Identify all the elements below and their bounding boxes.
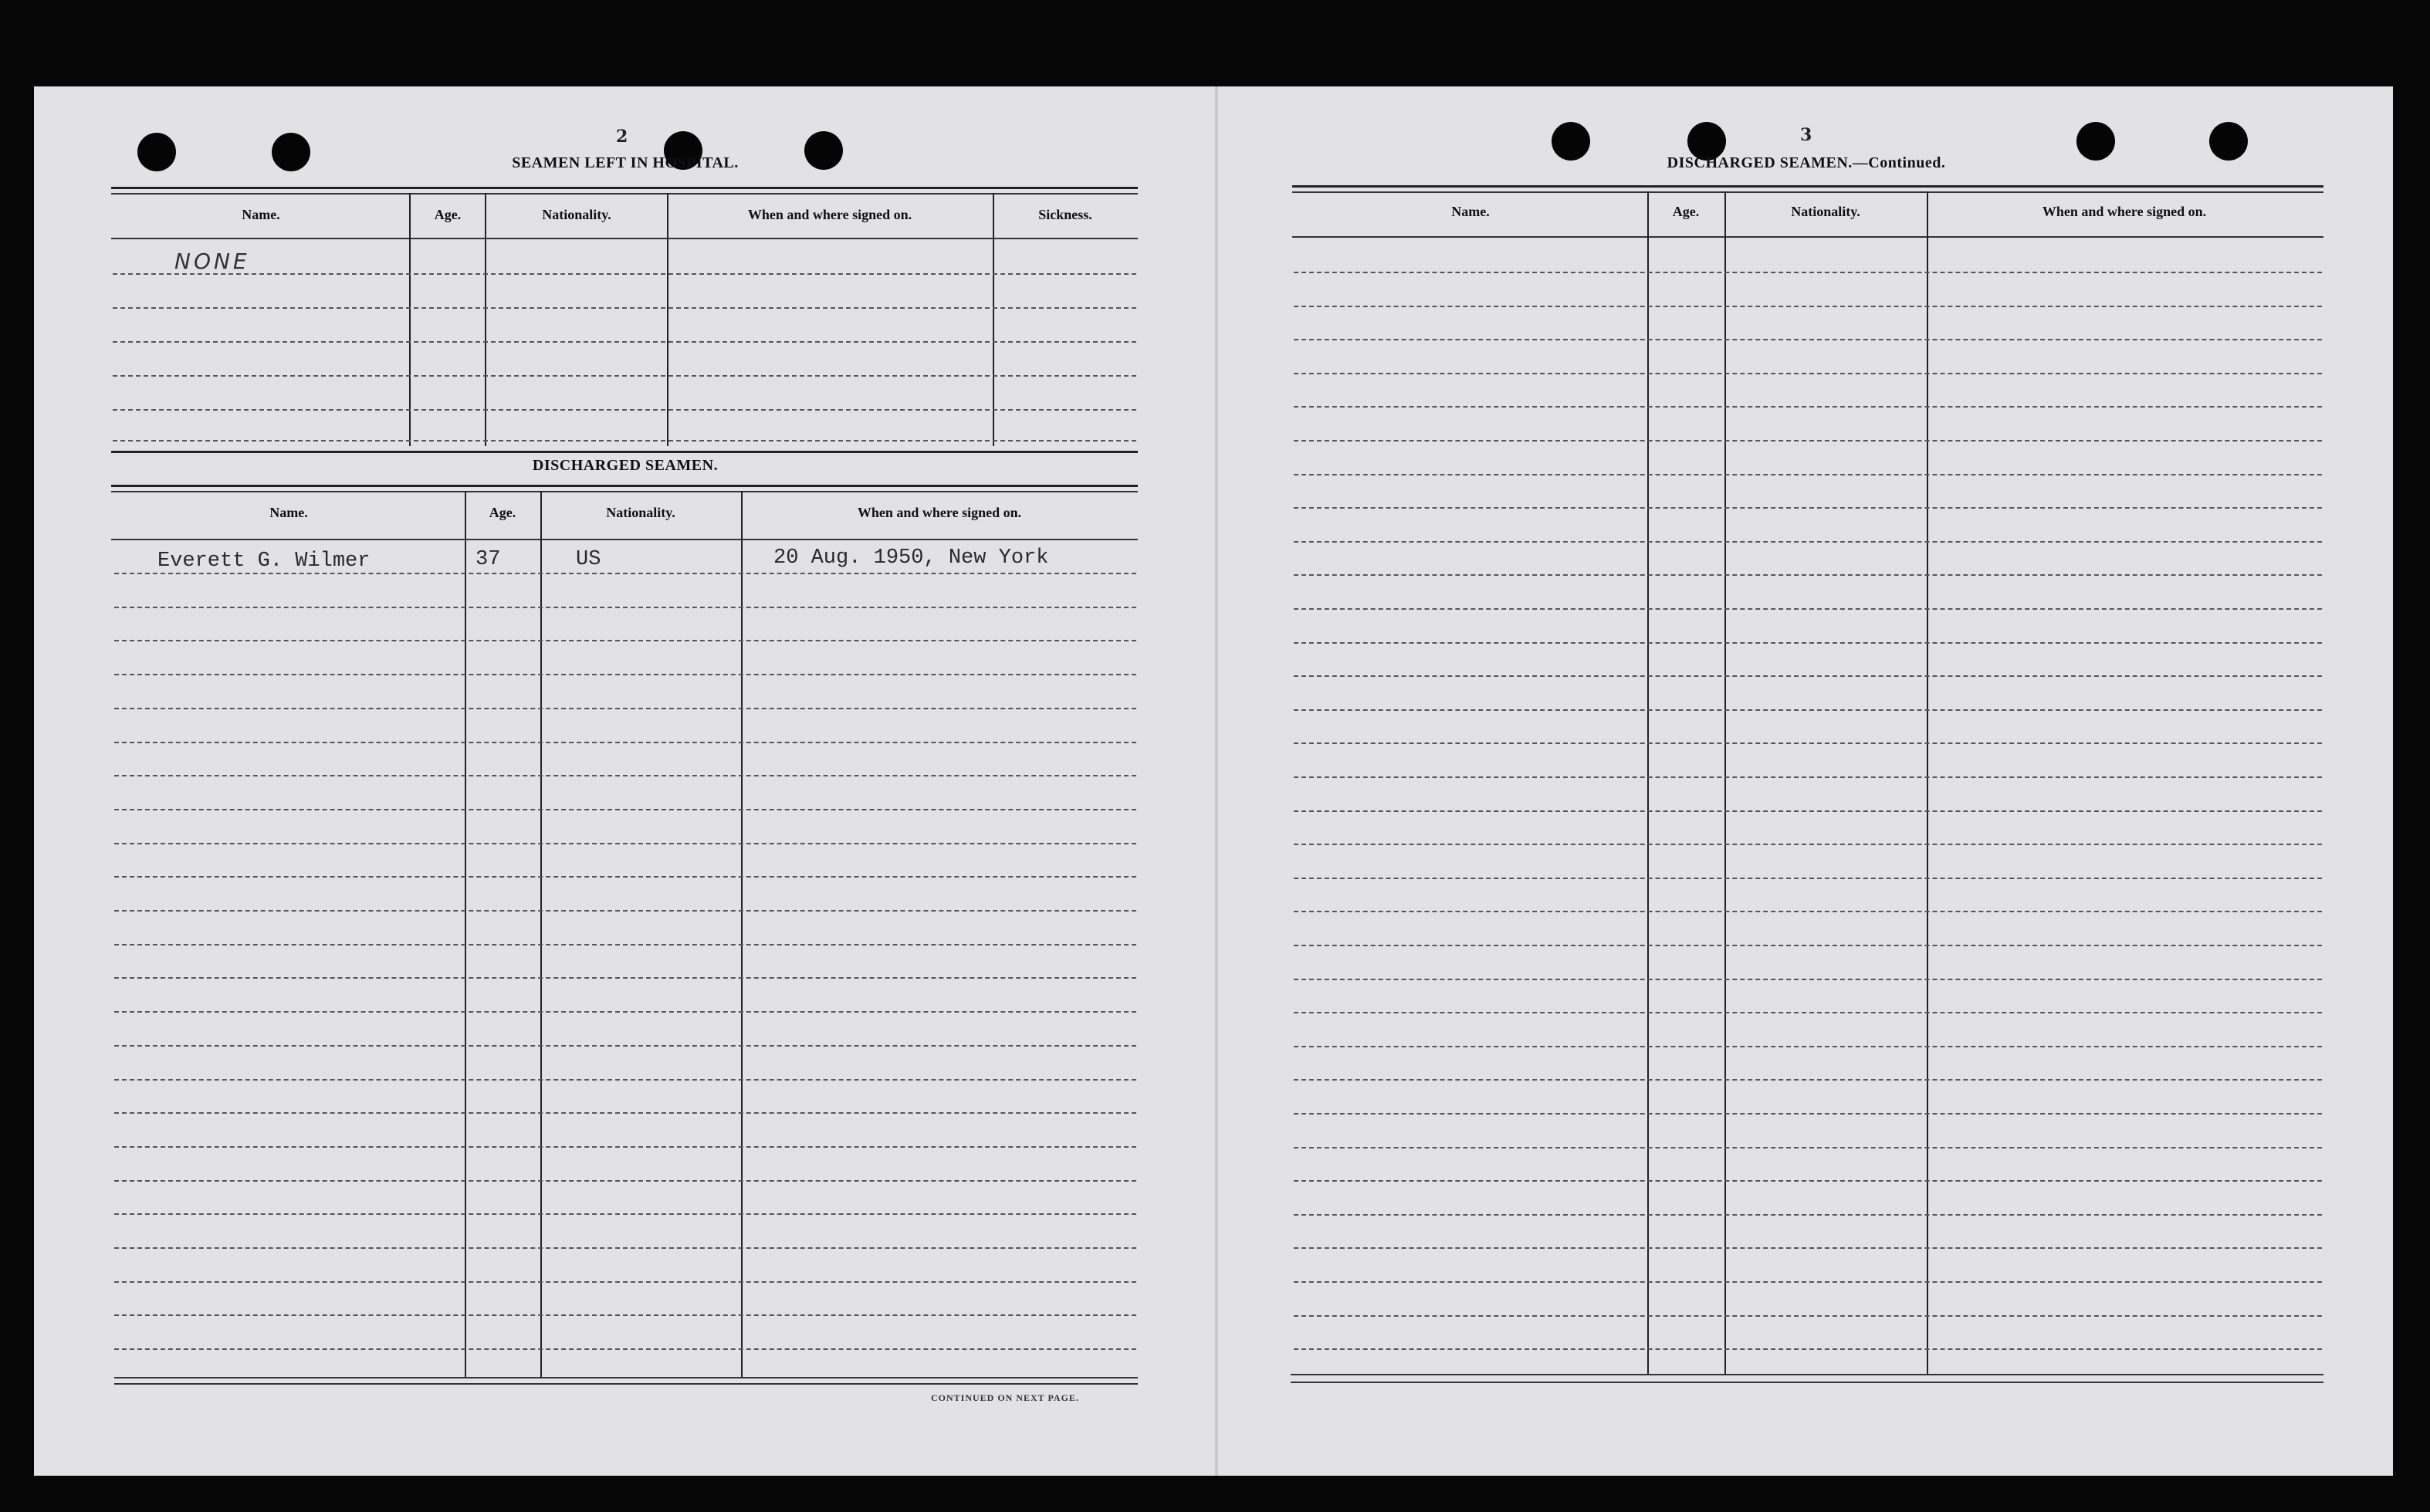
rule <box>111 539 1138 540</box>
entry-line <box>1294 709 2322 711</box>
right-col-age: Age. <box>1672 204 1700 219</box>
column-divider <box>993 193 994 446</box>
entry-line <box>114 708 1136 709</box>
entry-line <box>114 944 1136 945</box>
entry-line <box>1294 1012 2322 1013</box>
entry-line <box>1294 979 2322 980</box>
entry-line <box>1294 810 2322 812</box>
rule <box>1292 185 2323 188</box>
rule <box>1291 1382 2323 1383</box>
entry-line <box>1294 1348 2322 1350</box>
column-divider <box>1724 191 1726 1374</box>
column-divider <box>741 491 743 1377</box>
discharged-section-title: DISCHARGED SEAMEN. <box>532 457 719 474</box>
rule <box>1291 1374 2323 1375</box>
rule <box>1292 191 2323 193</box>
hospital-col-signed-on: When and where signed on. <box>747 207 912 222</box>
entry-line <box>1294 742 2322 744</box>
hospital-section-title: SEAMEN LEFT IN HOSPITAL. <box>512 154 739 171</box>
entry-line <box>1294 1180 2322 1182</box>
entry-line <box>114 1180 1136 1182</box>
entry-line <box>113 409 1136 411</box>
entry-line <box>114 640 1136 641</box>
discharged-col-signed-on: When and where signed on. <box>857 505 1022 520</box>
punch-hole <box>2076 122 2115 161</box>
right-col-name: Name. <box>1451 204 1490 219</box>
entry-line <box>114 876 1136 878</box>
entry-line <box>1294 945 2322 946</box>
entry-line <box>1294 911 2322 912</box>
entry-line <box>1294 507 2322 509</box>
seaman-age: 37 <box>476 548 501 571</box>
entry-line <box>1294 642 2322 644</box>
entry-line <box>1294 373 2322 374</box>
entry-line <box>1294 541 2322 543</box>
rule <box>111 238 1138 239</box>
page-number-right: 3 <box>1800 125 1812 145</box>
entry-line <box>114 1281 1136 1283</box>
column-divider <box>485 193 486 446</box>
entry-line <box>113 341 1136 343</box>
entry-line <box>1294 1247 2322 1249</box>
seaman-signed-on: 20 Aug. 1950, New York <box>773 546 1049 570</box>
entry-line <box>1294 878 2322 879</box>
entry-line <box>114 1045 1136 1047</box>
entry-line <box>1294 574 2322 576</box>
rule <box>111 485 1138 487</box>
entry-line <box>114 1112 1136 1114</box>
discharged-col-nationality: Nationality. <box>606 505 675 520</box>
rule <box>114 1377 1138 1378</box>
entry-line <box>114 1146 1136 1148</box>
right-col-nationality: Nationality. <box>1791 204 1860 219</box>
discharged-col-age: Age. <box>489 505 516 520</box>
entry-line <box>1294 339 2322 340</box>
page-number-left: 2 <box>616 127 628 147</box>
entry-line <box>113 375 1136 377</box>
discharged-col-name: Name. <box>269 505 308 520</box>
hospital-col-age: Age. <box>434 207 462 222</box>
entry-line <box>113 440 1136 441</box>
entry-line <box>114 809 1136 810</box>
handwritten-none: NONE <box>174 249 250 274</box>
entry-line <box>114 1314 1136 1316</box>
seaman-nationality: US <box>576 548 601 571</box>
rule <box>114 1383 1138 1385</box>
column-divider <box>667 193 668 446</box>
entry-line <box>1294 675 2322 677</box>
entry-line <box>114 843 1136 844</box>
punch-hole <box>272 133 310 171</box>
entry-line <box>1294 474 2322 475</box>
entry-line <box>1294 1079 2322 1081</box>
column-divider <box>1647 191 1649 1374</box>
entry-line <box>1294 272 2322 273</box>
page-fold <box>1215 86 1218 1476</box>
entry-line <box>114 910 1136 912</box>
entry-line <box>1294 608 2322 610</box>
entry-line <box>114 775 1136 776</box>
entry-line <box>114 1079 1136 1081</box>
column-divider <box>540 491 542 1377</box>
punch-hole <box>137 133 176 171</box>
entry-line <box>1294 440 2322 441</box>
entry-line <box>114 573 1136 574</box>
entry-line <box>114 1011 1136 1013</box>
entry-line <box>114 1247 1136 1249</box>
punch-hole <box>2209 122 2248 161</box>
entry-line <box>114 1348 1136 1350</box>
entry-line <box>1294 844 2322 845</box>
hospital-col-sickness: Sickness. <box>1038 207 1092 222</box>
hospital-col-name: Name. <box>242 207 280 222</box>
entry-line <box>1294 306 2322 307</box>
entry-line <box>1294 1281 2322 1283</box>
column-divider <box>1927 191 1928 1374</box>
entry-line <box>114 742 1136 743</box>
entry-line <box>1294 1214 2322 1216</box>
document-sheet <box>34 86 2393 1476</box>
right-col-signed-on: When and where signed on. <box>2042 204 2207 219</box>
rule <box>111 451 1138 453</box>
entry-line <box>114 977 1136 979</box>
entry-line <box>114 674 1136 675</box>
entry-line <box>114 607 1136 608</box>
hospital-col-nationality: Nationality. <box>542 207 611 222</box>
entry-line <box>114 1213 1136 1215</box>
footer-continued: CONTINUED ON NEXT PAGE. <box>931 1392 1079 1403</box>
rule <box>111 491 1138 492</box>
entry-line <box>113 307 1136 309</box>
entry-line <box>1294 1315 2322 1317</box>
column-divider <box>465 491 466 1377</box>
entry-line <box>1294 776 2322 778</box>
seaman-name: Everett G. Wilmer <box>157 550 371 573</box>
entry-line <box>1294 406 2322 408</box>
rule <box>1292 236 2323 238</box>
right-section-title: DISCHARGED SEAMEN.—Continued. <box>1667 154 1946 171</box>
rule <box>111 193 1138 194</box>
rule <box>111 187 1138 189</box>
column-divider <box>409 193 411 446</box>
entry-line <box>113 273 1136 275</box>
entry-line <box>1294 1046 2322 1047</box>
entry-line <box>1294 1147 2322 1148</box>
entry-line <box>1294 1113 2322 1115</box>
